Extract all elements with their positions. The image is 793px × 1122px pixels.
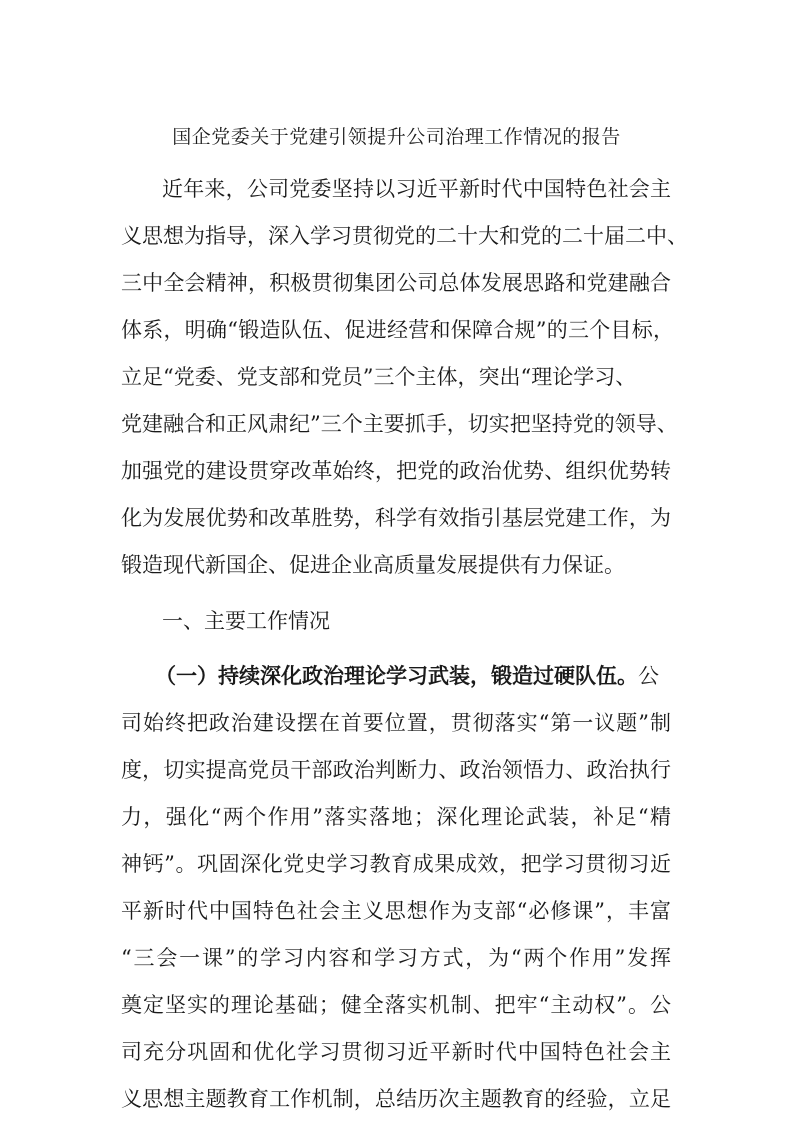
document-title: 国企党委关于党建引领提升公司治理工作情况的报告 (172, 126, 621, 148)
body-line: 神钙”。巩固深化党史学习教育成果成效，把学习贯彻习近 (121, 852, 671, 876)
body-line: 度，切实提高党员干部政治判断力、政治领悟力、政治执行 (121, 758, 671, 782)
intro-line: 三中全会精神，积极贯彻集团公司总体发展思路和党建融合 (121, 271, 671, 295)
body-line: 司始终把政治建设摆在首要位置，贯彻落实“第一议题”制 (121, 711, 671, 735)
body-line: 平新时代中国特色社会主义思想作为支部“必修课”，丰富 (121, 899, 671, 923)
intro-line-last: 锻造现代新国企、促进企业高质量发展提供有力保证。 (121, 553, 625, 577)
subsection-lead-tail: 公 (638, 664, 659, 688)
body-line: 奠定坚实的理论基础；健全落实机制、把牢“主动权”。公 (121, 993, 671, 1017)
body-line: 司充分巩固和优化学习贯彻习近平新时代中国特色社会主 (121, 1040, 671, 1064)
intro-line: 体系，明确“锻造队伍、促进经营和保障合规”的三个目标， (121, 318, 674, 342)
intro-line: 党建融合和正风肃纪”三个主要抓手，切实把坚持党的领导、 (121, 412, 678, 436)
subsection-lead-line (155, 661, 659, 691)
intro-line: 义思想为指导，深入学习贯彻党的二十大和党的二十届二中、 (121, 224, 688, 248)
intro-line: 加强党的建设贯穿改革始终，把党的政治优势、组织优势转 (121, 459, 671, 483)
section-heading: 一、主要工作情况 (162, 609, 330, 633)
body-line: 义思想主题教育工作机制，总结历次主题教育的经验，立足 (121, 1087, 671, 1111)
body-line: “三会一课”的学习内容和学习方式，为“两个作用”发挥 (121, 946, 671, 970)
intro-line: 立足“党委、党支部和党员”三个主体，突出“理论学习、 (121, 365, 637, 389)
body-line: 力，强化“两个作用”落实落地；深化理论武装，补足“精 (121, 805, 671, 829)
subsection-bold-heading: （一）持续深化政治理论学习武装，锻造过硬队伍。 (155, 663, 638, 688)
intro-line: 化为发展优势和改革胜势，科学有效指引基层党建工作，为 (121, 506, 671, 530)
intro-line: 近年来，公司党委坚持以习近平新时代中国特色社会主 (162, 177, 671, 201)
